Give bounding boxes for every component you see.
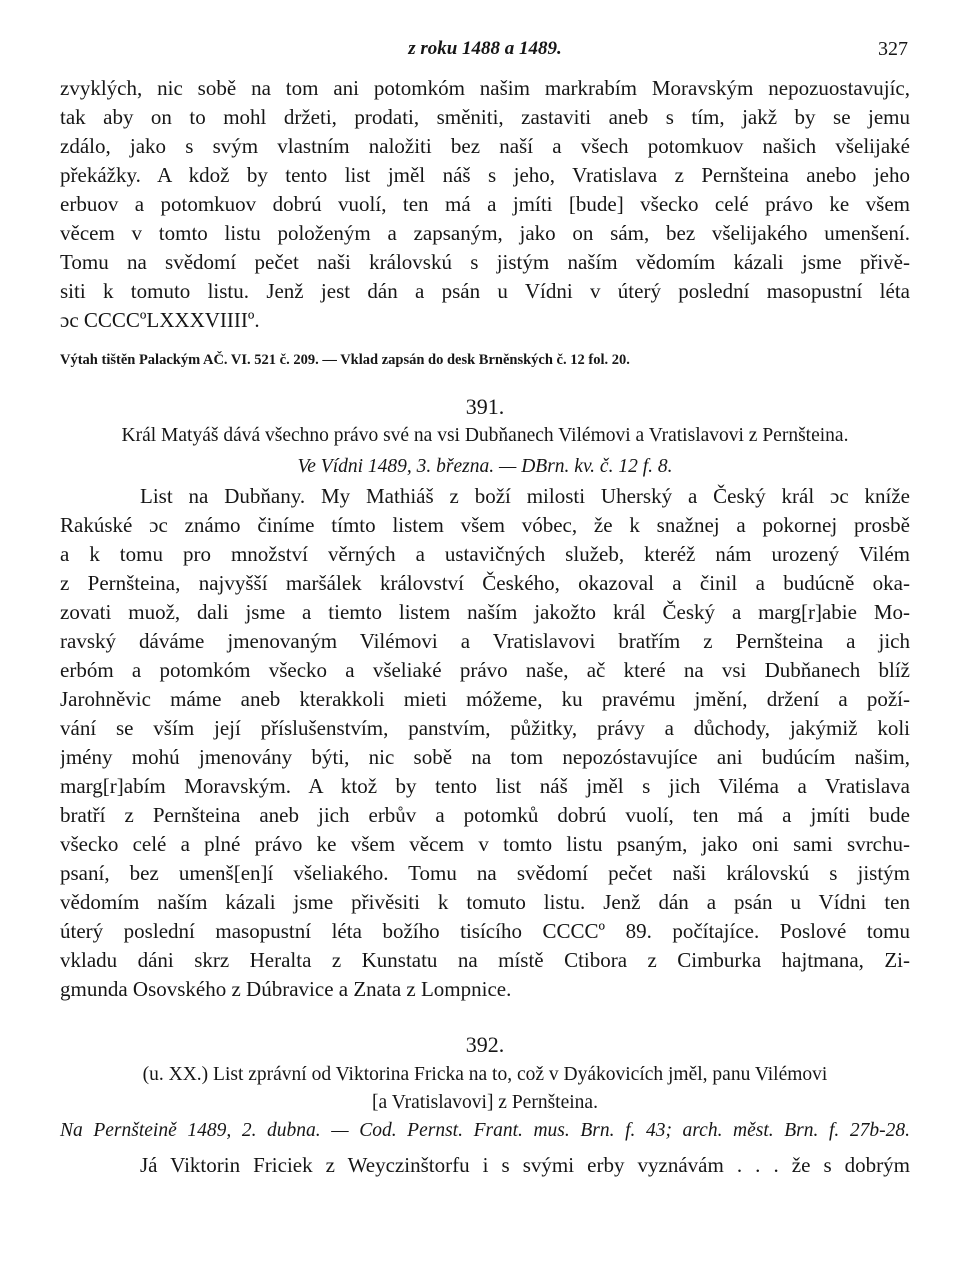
text-line: jmény mohú jmenovány býti, nic sobě na tom nepozóstavujíce ani budúcím našim,: [60, 745, 910, 769]
text-line: zvyklých, nic sobě na tom ani potomkóm našim markrabím Moravským nepozuostavujíc,: [60, 76, 910, 100]
text-line: Tomu na svědomí pečet naši královskú s jistým naším vědomím kázali jsme přivě-: [60, 250, 910, 274]
text-line: vání se vším její příslušenstvím, panstvím, půžitky, právy a důchody, jakýmiž koli: [60, 716, 910, 740]
doc-392-body: [60, 1151, 910, 1180]
text-line: zdálo, jako s svým vlastním naložiti bez naší a všech potomkuov našich všelijaké: [60, 134, 910, 158]
text-line: překážky. A kdož by tento list jměl náš s jeho, Vratislava z Pernšteina anebo jeho: [60, 163, 910, 187]
text-line: ravský dáváme jmenovaným Vilémovi a Vratislavovi bratřím z Pernšteina a jich: [60, 629, 910, 653]
text-line: Já Viktorin Friciek z Weyczinštorfu i s svými erby vyznávám . . . že s dobrým: [140, 1153, 910, 1177]
text-line: psaní, bez umenš[en]í všeliakého. Tomu na svědomí pečet naši královskú s jistým: [60, 861, 910, 885]
text-line: siti k tomuto listu. Jenž jest dán a psán u Vídni v úterý poslední masopustní léta: [60, 279, 910, 303]
text-line: vědomím naším kázali jsme přivěsiti k tomuto listu. Jenž dán a psán u Vídni ten: [60, 890, 910, 914]
text-line: vkladu dáni skrz Heralta z Kunstatu na místě Ctibora z Cimburka hajtmana, Zi-: [60, 948, 910, 972]
text-line: erbóm a potomkóm všecko a všeliaké právo naše, ač které na vsi Dubňanech blíž: [60, 658, 910, 682]
text-line: a k tomu pro množství věrných a ustavičných služeb, kteréž nám urozený Vilém: [60, 542, 910, 566]
text-line: bratří z Pernšteina aneb jich erbův a potomků dobrú vuolí, ten má a jmíti bude: [60, 803, 910, 827]
running-head: z roku 1488 a 1489.: [408, 38, 562, 59]
text-line: věcem v tomto listu položeným a zapsaným, jako on sám, bez všelijakého umenšení.: [60, 221, 910, 245]
text-line: zovati muož, dali jsme a tiemto listem naším jakožto král Český a marg[r]abie Mo-: [60, 600, 910, 624]
text-line: marg[r]abím Moravským. A ktož by tento list náš jměl s jich Viléma a Vratislava: [60, 774, 910, 798]
text-line: ɔc CCCCºLXXXVIIIIº.: [60, 308, 260, 332]
text-line: z Pernšteina, najvyšší maršálek království Českého, okazoval a činil a budúcně oka-: [60, 571, 910, 595]
doc-390-body: [60, 74, 910, 335]
doc-title: Král Matyáš dává všechno právo své na vsi Dubňanech Vilémovi a Vratislavovi z Pernšteina.: [121, 425, 849, 446]
doc-dateline: Ve Vídni 1489, 3. března. — DBrn. kv. č. 12 f. 8.: [297, 456, 673, 477]
document-page: [60, 0, 910, 1280]
doc-391-body: [60, 482, 910, 1004]
text-line: Jarohněvic máme aneb kterakkoli mieti móžeme, ku pravému jmění, držení a poží-: [60, 687, 910, 711]
text-line: List na Dubňany. My Mathiáš z boží milosti Uherský a Český král ɔc kníže: [140, 484, 910, 508]
doc-title: (u. XX.) List zprávní od Viktorina Fricka na to, což v Dyákovicích jměl, panu Vilémovi: [142, 1064, 828, 1085]
text-line: gmunda Osovského z Dúbravice a Znata z Lompnice.: [60, 977, 512, 1001]
page-header: [60, 38, 910, 62]
text-line: Rakúské ɔc známo činíme tímto listem všem vóbec, že k snažnej a pokornej prosbě: [60, 513, 910, 537]
doc-dateline: Na Pernšteině 1489, 2. dubna. — Cod. Pernst. Frant. mus. Brn. f. 43; arch. měst. Brn. f. 27b-28.: [60, 1120, 910, 1141]
text-line: úterý poslední masopustní léta božího tisícího CCCCº 89. počítajíce. Poslové tomu: [60, 919, 910, 943]
source-note: Výtah tištěn Palackým AČ. VI. 521 č. 209. — Vklad zapsán do desk Brněnských č. 12 fol. 20.: [60, 352, 630, 368]
doc-number: 391.: [465, 394, 505, 419]
doc-number: 392.: [465, 1032, 505, 1057]
text-line: erbuov a potomkuov dobrú vuolí, ten má a jmíti [bude] všecko celé právo ke všem: [60, 192, 910, 216]
page-number: 327: [878, 38, 908, 60]
doc-title: [a Vratislavovi] z Pernšteina.: [372, 1092, 598, 1113]
text-line: tak aby on to mohl držeti, prodati, směniti, zastaviti aneb s tím, jakž by se jemu: [60, 105, 910, 129]
text-line: všecko celé a plné právo ke všem věcem v tomto listu psaným, jako oni sami svrchu-: [60, 832, 910, 856]
